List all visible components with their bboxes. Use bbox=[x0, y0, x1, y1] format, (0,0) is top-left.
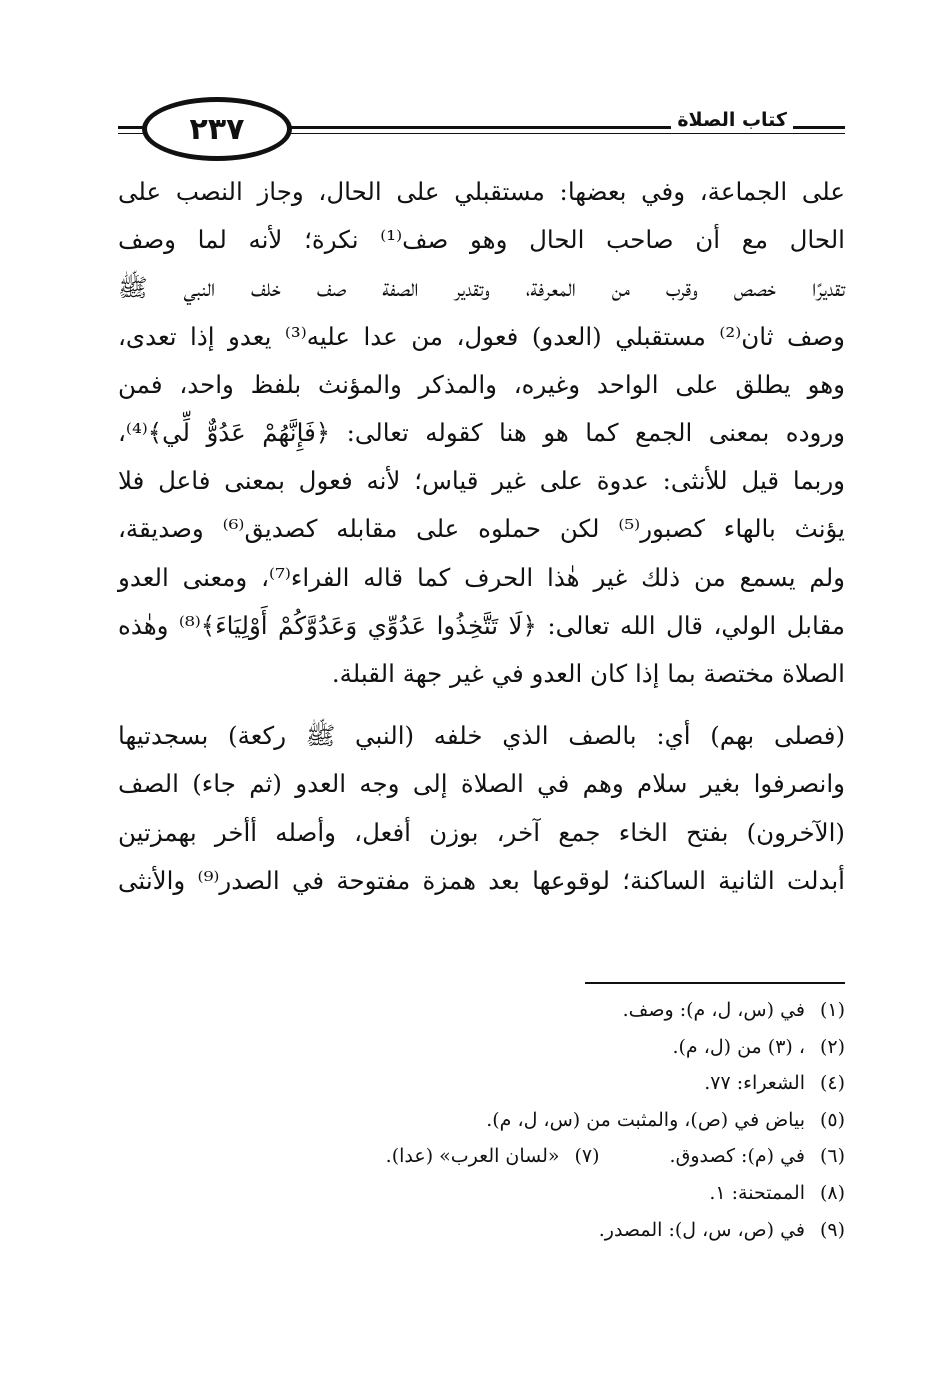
paragraph-1 bbox=[118, 168, 845, 698]
footnote bbox=[118, 1102, 845, 1139]
text-line: وروده بمعنى الجمع كما هو هنا كقوله تعالى: ﴿فَإِنَّهُمْ عَدُوٌّ لِّي﴾⁽⁴⁾، bbox=[118, 418, 845, 448]
footnote-text: الممتحنة: ١. bbox=[709, 1181, 805, 1204]
text-line: وانصرفوا بغير سلام وهم في الصلاة إلى وجه العدو (ثم جاء) الصف bbox=[118, 769, 845, 799]
text-line: (فصلى بهم) أي: بالصف الذي خلفه (النبي ﷺ ركعة) بسجدتيها bbox=[118, 721, 845, 751]
footnote-text: ، (٣) من (ل، م). bbox=[672, 1035, 805, 1058]
text-line: وهو يطلق على الواحد وغيره، والمذكر والمؤنث بلفظ واحد، فمن bbox=[118, 369, 845, 399]
footnote bbox=[118, 992, 845, 1029]
footnote-number: (٦) bbox=[819, 1145, 845, 1168]
footnote bbox=[118, 1212, 845, 1249]
text-line: الصلاة مختصة بما إذا كان العدو في غير جهة القبلة. bbox=[331, 659, 845, 689]
paragraph-2 bbox=[118, 712, 845, 905]
text-line: الحال مع أن صاحب الحال وهو صف⁽¹⁾ نكرة؛ لأنه لما وصف bbox=[118, 225, 845, 255]
text-line: يؤنث بالهاء كصبور⁽⁵⁾ لكن حملوه على مقابله كصديق⁽⁶⁾ وصديقة، bbox=[118, 514, 846, 544]
text-line: وصف ثان⁽²⁾ مستقبلي (العدو) فعول، من عدا عليه⁽³⁾ يعدو إذا تعدى، bbox=[118, 321, 845, 351]
footnote-number: (٤) bbox=[819, 1072, 845, 1095]
footnote bbox=[118, 1065, 845, 1102]
footnote bbox=[118, 1138, 845, 1175]
footnote-number: (١) bbox=[819, 999, 845, 1021]
main-text bbox=[118, 168, 845, 905]
footnote-separator bbox=[585, 982, 845, 984]
footnote-number: (٥) bbox=[819, 1108, 845, 1131]
footnote bbox=[118, 1175, 845, 1212]
text-line: (الآخرون) بفتح الخاء جمع آخر، بوزن أفعل، وأصله أأخر بهمزتين bbox=[118, 817, 845, 847]
text-line: أبدلت الثانية الساكنة؛ لوقوعها بعد همزة مفتوحة في الصدر⁽⁹⁾ والأنثى bbox=[118, 865, 845, 895]
page-number-oval bbox=[142, 97, 292, 161]
page-number: ٢٣٧ bbox=[189, 111, 245, 147]
footnote-text: في (س، ل، م): وصف. bbox=[622, 999, 805, 1021]
text-line: ولم يسمع من ذلك غير هٰذا الحرف كما قاله الفراء⁽⁷⁾، ومعنى العدو bbox=[118, 562, 845, 592]
text-line: على الجماعة، وفي بعضها: مستقبلي على الحال، وجاز النصب على bbox=[118, 177, 845, 206]
text-line: تقديرًا خصص وقرب من المعرفة، وتقدير الصفة صف خلف النبي ﷺ bbox=[118, 273, 845, 303]
footnote-number: (٧) bbox=[574, 1145, 600, 1168]
footnote-text: الشعراء: ٧٧. bbox=[704, 1072, 805, 1095]
running-title: كتاب الصلاة bbox=[671, 109, 793, 131]
footnotes bbox=[118, 992, 845, 1248]
footnote-text: بياض في (ص)، والمثبت من (س، ل، م). bbox=[486, 1108, 805, 1131]
footnote-text: «لسان العرب» (عدا). bbox=[385, 1145, 560, 1168]
footnote-text: في (م): كصدوق. bbox=[669, 1145, 805, 1168]
text-line: وربما قيل للأنثى: عدوة على غير قياس؛ لأنه فعول بمعنى فاعل فلا bbox=[118, 466, 845, 496]
footnote bbox=[118, 1029, 845, 1066]
footnote-text: في (ص، س، ل): المصدر. bbox=[598, 1218, 805, 1241]
page-header bbox=[118, 95, 845, 165]
footnote-number: (٨) bbox=[819, 1181, 845, 1204]
text-line: مقابل الولي، قال الله تعالى: ﴿لَا تَتَّخِذُوا عَدُوِّي وَعَدُوَّكُمْ أَوْلِيَاءَ﴾⁽⁸⁾ وهٰذه bbox=[118, 610, 845, 640]
footnote-number: (٩) bbox=[819, 1218, 845, 1241]
footnote-number: (٢) bbox=[819, 1035, 845, 1058]
